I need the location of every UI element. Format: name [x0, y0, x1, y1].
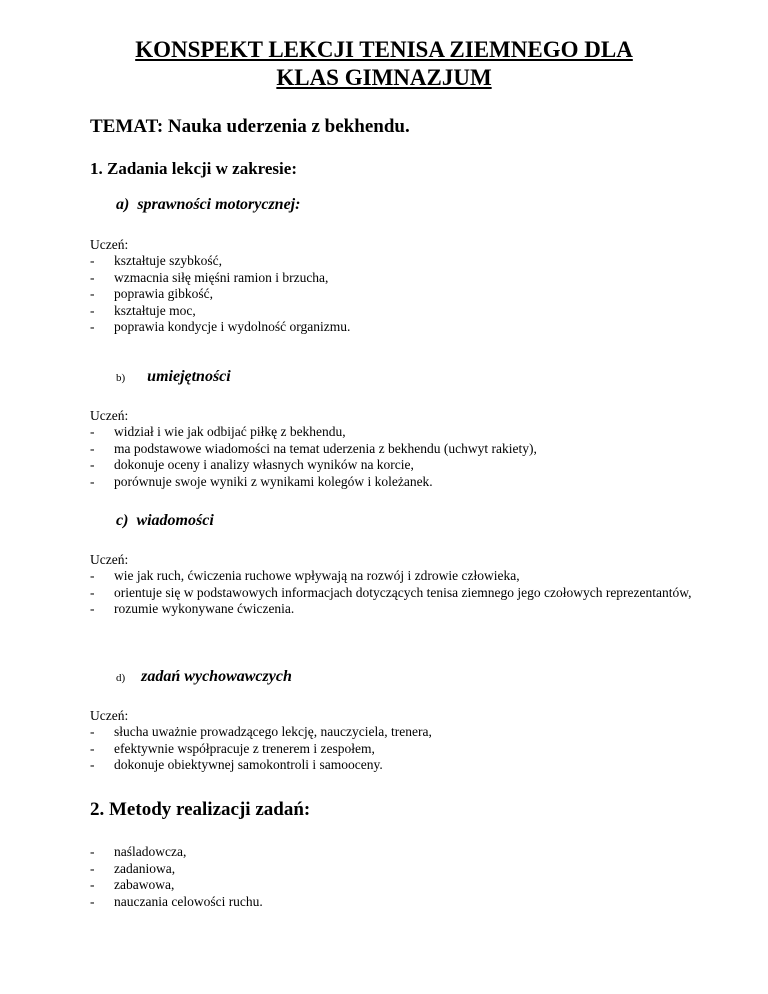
list-item-text: efektywnie współpracuje z trenerem i zespołem,	[114, 740, 375, 756]
list-item-text: poprawia gibkość,	[114, 286, 213, 302]
list-item	[90, 424, 710, 441]
bullet-dash: -	[90, 440, 95, 456]
document-title	[60, 36, 708, 92]
list-item-text: wie jak ruch, ćwiczenia ruchowe wpływają na rozwój i zdrowie człowieka,	[114, 568, 520, 583]
bullet-dash: -	[90, 757, 95, 773]
subsection-c-list	[90, 568, 710, 618]
subsection-d-marker: d)	[116, 672, 126, 684]
list-item	[90, 757, 710, 774]
bullet-dash: -	[90, 601, 95, 617]
bullet-dash: -	[90, 269, 95, 285]
list-item-text: dokonuje obiektywnej samokontroli i samooceny.	[114, 757, 383, 773]
bullet-dash: -	[90, 893, 95, 909]
bullet-dash: -	[90, 286, 95, 302]
subsection-a-list	[90, 253, 710, 336]
bullet-dash: -	[90, 844, 95, 859]
subsection-a-heading	[116, 196, 300, 214]
list-item-text: zadaniowa,	[114, 860, 176, 876]
bullet-dash: -	[90, 740, 95, 756]
list-item	[90, 474, 710, 491]
list-item	[90, 724, 710, 741]
subsection-d-heading	[116, 668, 292, 686]
title-line-2: KLAS GIMNAZJUM	[276, 65, 492, 90]
list-item	[90, 741, 710, 758]
bullet-dash: -	[90, 319, 95, 335]
list-item	[90, 319, 710, 336]
list-item-text: widział i wie jak odbijać piłkę z bekhendu,	[114, 424, 346, 439]
bullet-dash: -	[90, 457, 95, 473]
list-item-text: porównuje swoje wyniki z wynikami kolegów i koleżanek.	[114, 473, 433, 489]
list-item	[90, 861, 710, 878]
bullet-dash: -	[90, 877, 95, 893]
list-item	[90, 441, 710, 458]
section-1-heading: 1. Zadania lekcji w zakresie:	[90, 159, 297, 178]
bullet-dash: -	[90, 584, 95, 600]
list-item	[90, 286, 710, 303]
list-item	[90, 303, 710, 320]
subsection-c-marker: c)	[116, 512, 129, 529]
bullet-dash: -	[90, 860, 95, 876]
bullet-dash: -	[90, 724, 95, 739]
list-item-text: dokonuje oceny i analizy własnych wyników na korcie,	[114, 457, 414, 473]
bullet-dash: -	[90, 568, 95, 583]
list-item-text: nauczania celowości ruchu.	[114, 893, 263, 909]
title-line-1: KONSPEKT LEKCJI TENISA ZIEMNEGO DLA	[135, 37, 633, 62]
bullet-dash: -	[90, 473, 95, 489]
list-item-text: kształtuje szybkość,	[114, 253, 222, 268]
subsection-b-list	[90, 424, 710, 490]
subsection-c-label: wiadomości	[136, 512, 214, 529]
subsection-a-intro: Uczeń:	[90, 237, 129, 252]
list-item	[90, 253, 710, 270]
subsection-b-intro: Uczeń:	[90, 408, 129, 423]
subsection-d-intro: Uczeń:	[90, 708, 129, 723]
bullet-dash: -	[90, 253, 95, 268]
list-item-text: rozumie wykonywane ćwiczenia.	[114, 601, 295, 617]
subsection-c-intro: Uczeń:	[90, 552, 129, 567]
subsection-b-marker: b)	[116, 372, 126, 384]
list-item-text: naśladowcza,	[114, 844, 187, 859]
bullet-dash: -	[90, 424, 95, 439]
subsection-c-heading	[116, 512, 214, 530]
list-item	[90, 877, 710, 894]
list-item	[90, 568, 710, 585]
bullet-dash: -	[90, 302, 95, 318]
list-item	[90, 457, 710, 474]
list-item-text: zabawowa,	[114, 877, 175, 893]
subsection-d-list	[90, 724, 710, 774]
subsection-a-label: sprawności motorycznej:	[137, 196, 301, 213]
list-item-text: poprawia kondycje i wydolność organizmu.	[114, 319, 351, 335]
subsection-b-label: umiejętności	[147, 368, 231, 385]
list-item-text: kształtuje moc,	[114, 302, 196, 318]
lesson-topic: TEMAT: Nauka uderzenia z bekhendu.	[90, 116, 410, 137]
subsection-d-label: zadań wychowawczych	[141, 668, 292, 685]
list-item	[90, 844, 710, 861]
list-item	[90, 894, 710, 911]
list-item	[90, 585, 710, 602]
section-2-list	[90, 844, 710, 910]
subsection-b-heading	[116, 368, 231, 386]
list-item-text: ma podstawowe wiadomości na temat uderzenia z bekhendu (uchwyt rakiety),	[114, 440, 537, 456]
subsection-a-marker: a)	[116, 196, 130, 213]
list-item-text: słucha uważnie prowadzącego lekcję, nauczyciela, trenera,	[114, 724, 432, 739]
list-item-text: orientuje się w podstawowych informacjach dotyczących tenisa ziemnego jego czołowych reprezentantów,	[114, 584, 692, 600]
section-2-heading: 2. Metody realizacji zadań:	[90, 799, 311, 820]
list-item-text: wzmacnia siłę mięśni ramion i brzucha,	[114, 269, 329, 285]
list-item	[90, 270, 710, 287]
list-item	[90, 601, 710, 618]
